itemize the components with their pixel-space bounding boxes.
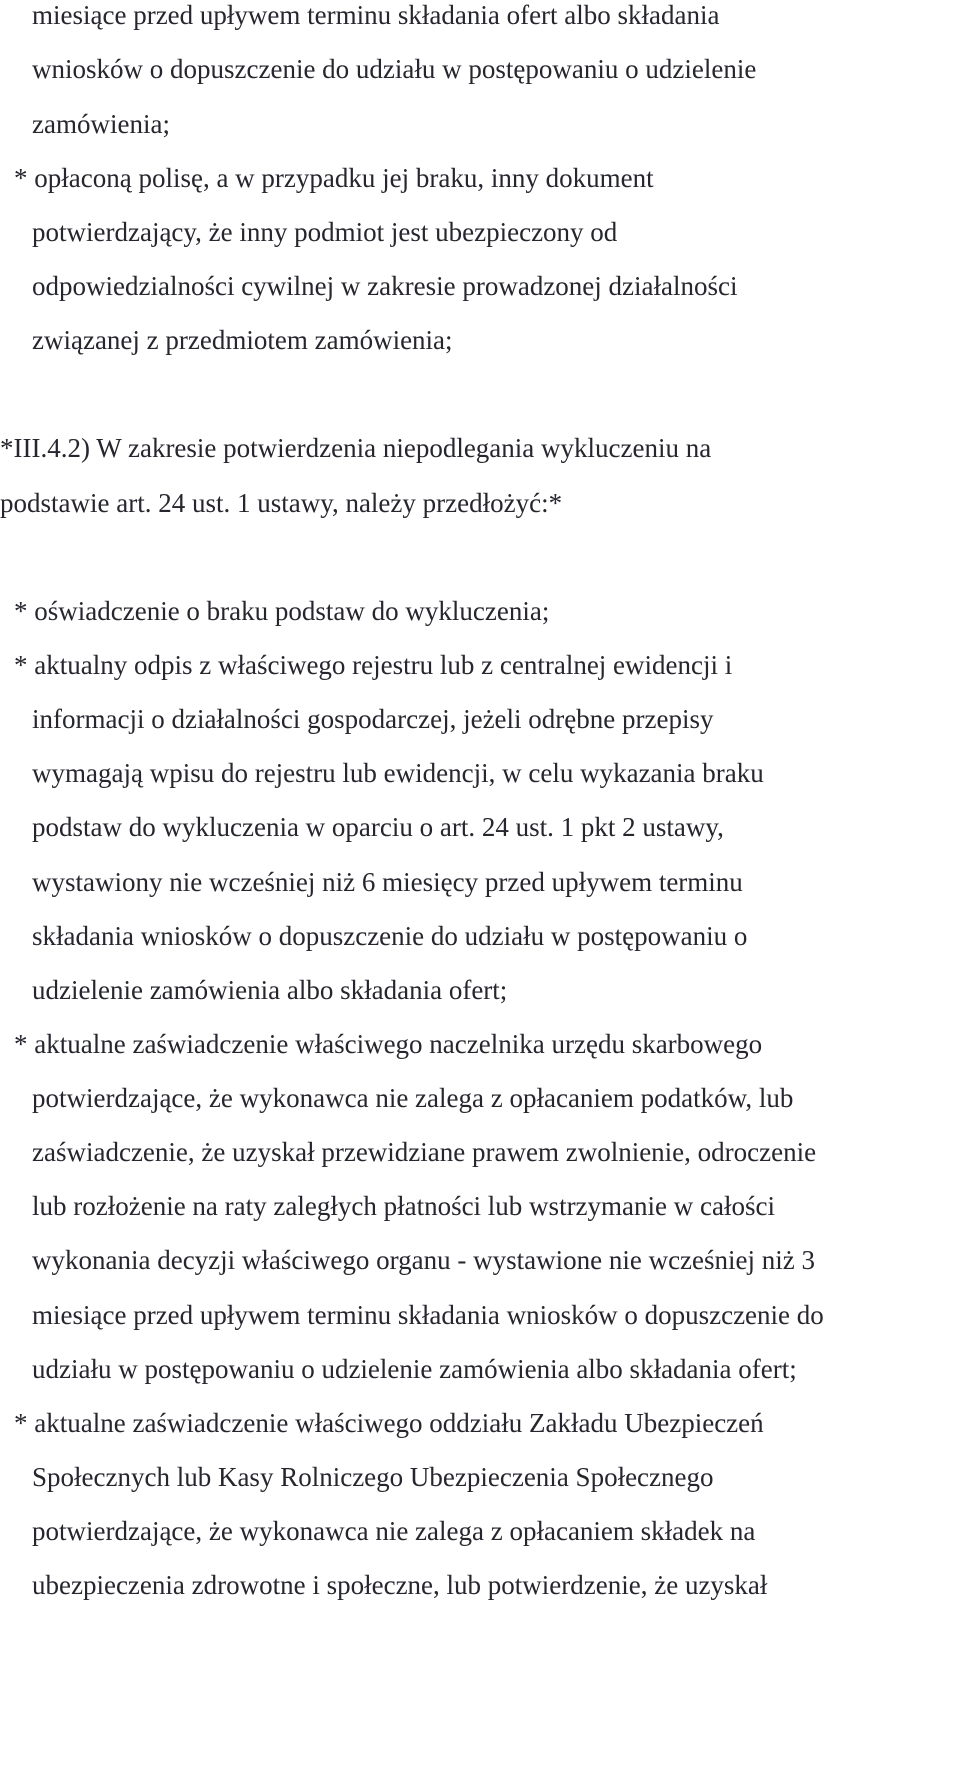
text-line: wystawiony nie wcześniej niż 6 miesięcy przed upływem terminu: [32, 867, 743, 897]
text-line: odpowiedzialności cywilnej w zakresie prowadzonej działalności: [32, 271, 738, 301]
section-heading: podstawie art. 24 ust. 1 ustawy, należy przedłożyć:*: [0, 488, 563, 518]
text-line: ubezpieczenia zdrowotne i społeczne, lub potwierdzenie, że uzyskał: [32, 1570, 768, 1600]
text-line: zamówienia;: [32, 109, 170, 139]
list-item-bullet: * aktualne zaświadczenie właściwego oddziału Zakładu Ubezpieczeń: [14, 1408, 764, 1438]
text-line: miesiące przed upływem terminu składania ofert albo składania: [32, 0, 720, 30]
text-line: udzielenie zamówienia albo składania ofert;: [32, 975, 508, 1005]
text-line: zaświadczenie, że uzyskał przewidziane prawem zwolnienie, odroczenie: [32, 1137, 817, 1167]
text-line: wykonania decyzji właściwego organu - wystawione nie wcześniej niż 3: [32, 1245, 815, 1275]
section-heading: *III.4.2) W zakresie potwierdzenia niepodlegania wykluczeniu na: [0, 433, 712, 463]
list-item-bullet: * opłaconą polisę, a w przypadku jej braku, inny dokument: [14, 163, 654, 193]
text-line: potwierdzający, że inny podmiot jest ubezpieczony od: [32, 217, 618, 247]
list-item-bullet: * aktualny odpis z właściwego rejestru lub z centralnej ewidencji i: [14, 650, 733, 680]
list-item-bullet: * aktualne zaświadczenie właściwego naczelnika urzędu skarbowego: [14, 1029, 763, 1059]
list-item-bullet: * oświadczenie o braku podstaw do wykluczenia;: [14, 596, 550, 626]
text-line: Społecznych lub Kasy Rolniczego Ubezpieczenia Społecznego: [32, 1462, 714, 1492]
text-line: potwierdzające, że wykonawca nie zalega z opłacaniem podatków, lub: [32, 1083, 794, 1113]
text-line: udziału w postępowaniu o udzielenie zamówienia albo składania ofert;: [32, 1354, 797, 1384]
text-line: wniosków o dopuszczenie do udziału w postępowaniu o udzielenie: [32, 54, 757, 84]
text-line: podstaw do wykluczenia w oparciu o art. 24 ust. 1 pkt 2 ustawy,: [32, 812, 724, 842]
text-line: składania wniosków o dopuszczenie do udziału w postępowaniu o: [32, 921, 748, 951]
text-line: miesiące przed upływem terminu składania wniosków o dopuszczenie do: [32, 1300, 824, 1330]
text-line: informacji o działalności gospodarczej, jeżeli odrębne przepisy: [32, 704, 714, 734]
text-line: związanej z przedmiotem zamówienia;: [32, 325, 453, 355]
text-line: wymagają wpisu do rejestru lub ewidencji, w celu wykazania braku: [32, 758, 764, 788]
text-line: lub rozłożenie na raty zaległych płatności lub wstrzymanie w całości: [32, 1191, 775, 1221]
text-line: potwierdzające, że wykonawca nie zalega z opłacaniem składek na: [32, 1516, 756, 1546]
